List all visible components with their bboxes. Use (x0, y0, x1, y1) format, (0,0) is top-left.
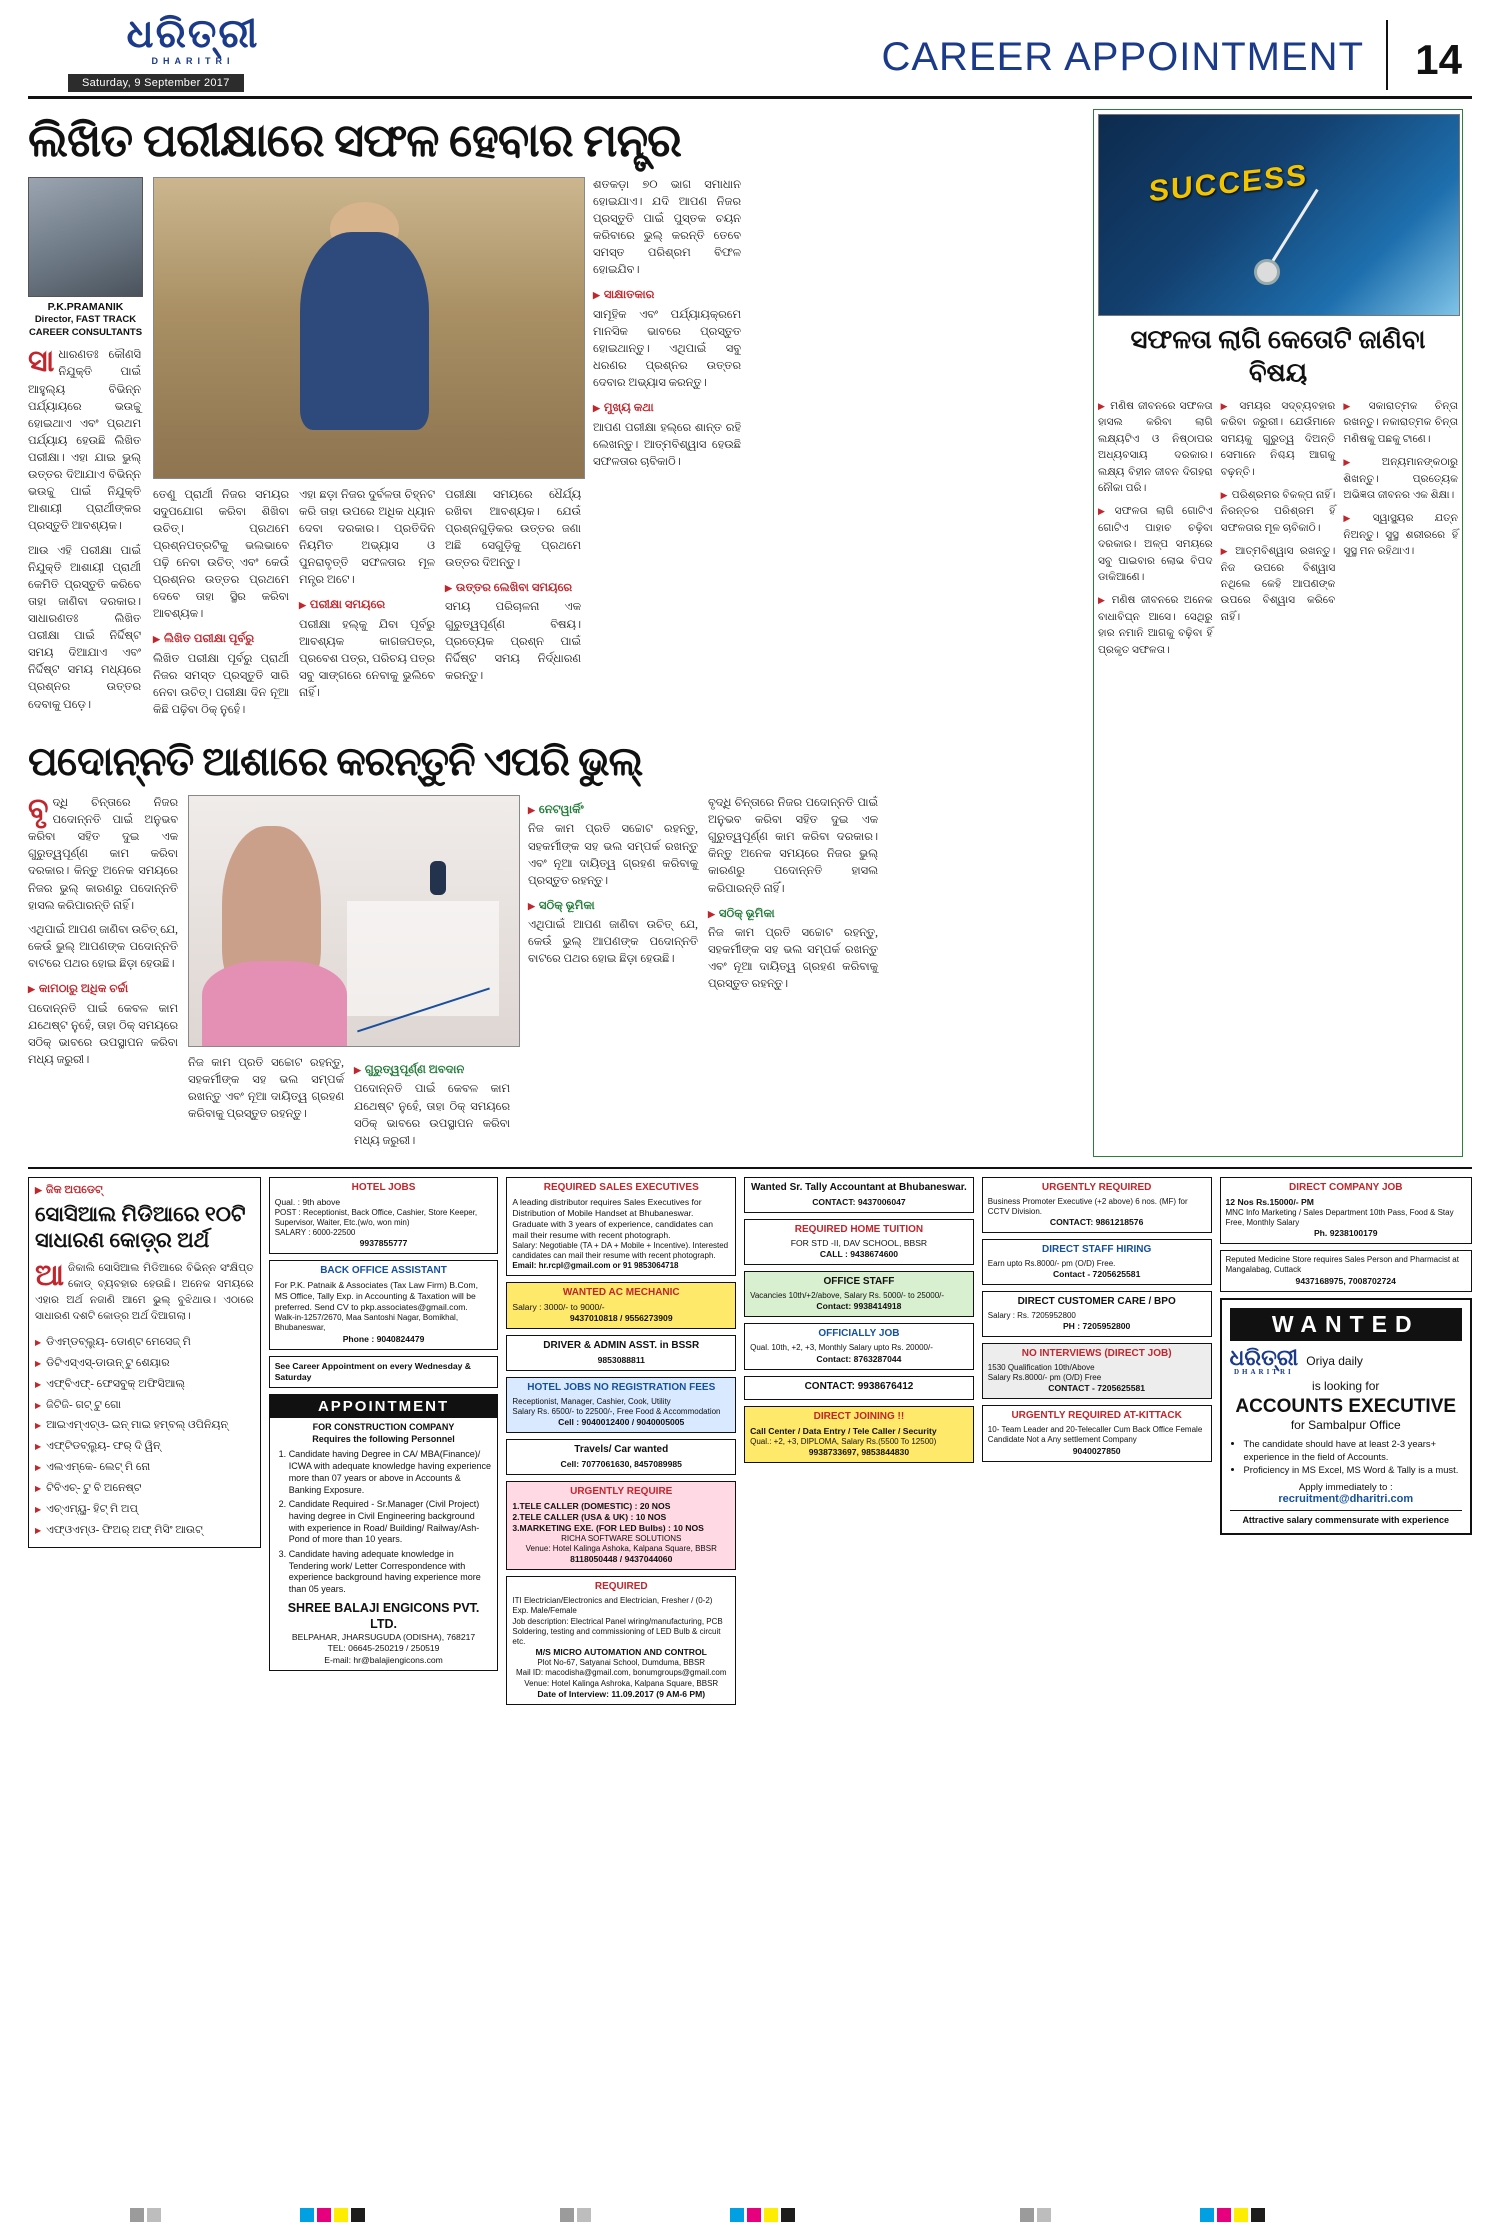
color-swatch (577, 2208, 591, 2222)
classifieds-section (28, 1167, 1472, 1711)
sidebar-columns (1098, 399, 1458, 666)
color-swatch (147, 2208, 161, 2222)
ad-line: Salary Rs.8000/- pm (O/D) Free (987, 1373, 1102, 1383)
article2-col3-p1c: ନିଜ କାମ ପ୍ରତି ସଚ୍ଚୋଟ ରହନ୍ତୁ, ସହକର୍ମୀଙ୍କ ସହ ଭଲ ସମ୍ପର୍କ ରଖନ୍ତୁ ଏବଂ ନୂଆ ଦାୟିତ୍ୱ ଗ୍ରହଣ କରିବାକୁ ପ୍ରସ୍ତୁତ ରହନ୍ତୁ। (528, 823, 698, 887)
classified-column-1 (28, 1177, 261, 1711)
ad-title: URGENTLY REQUIRE (570, 1486, 673, 1497)
ad-title: DIRECT CUSTOMER CARE / BPO (1017, 1296, 1176, 1308)
article1-col1-p4: ଏହା ଛଡ଼ା ନିଜର ଦୁର୍ବଳତା ଚିହ୍ନଟ କରି ତାହା ଉପରେ ଅଧିକ ଧ୍ୟାନ ଦେବା ଦରକାର। ପ୍ରତିଦିନ ନିୟମିତ ଅଭ୍ୟାସ ଓ ପୁନରାବୃତ୍ତି ସଫଳତାର ମୂଳ ମନ୍ତ୍ର ଅଟେ। (299, 488, 435, 587)
ad-title: NO INTERVIEWS (DIRECT JOB) (1021, 1348, 1172, 1360)
ad-officially-job[interactable] (744, 1323, 974, 1369)
list-item: 2. Candidate Required - Sr.Manager (Civil Project) having degree in Civil Engineering background with experience in Road/ Building/ Railway/Ash-Pond of more than 10 years. (289, 1499, 493, 1546)
ad-address: Plot No-67, Satyanai School, Dumduma, BBSR (537, 1658, 706, 1668)
ad-ac-mechanic[interactable] (506, 1282, 736, 1329)
wanted-bullets (1230, 1437, 1462, 1476)
article2-sub4: ▶ ସଠିକ୍ ଭୂମିକା (528, 897, 698, 914)
article2-col1 (28, 795, 178, 1076)
ad-address: BELPAHAR, JHARSUGUDA (ODISHA), 768217 (291, 1632, 476, 1643)
article1-photo-block (153, 177, 583, 727)
main-content (28, 109, 1083, 1157)
classified-column-2 (269, 1177, 499, 1711)
sidebar-c2-p3: ▶ ଆତ୍ମବିଶ୍ୱାସ ରଖନ୍ତୁ। ନିଜ ଉପରେ ବିଶ୍ୱାସ ନଥିଲେ କେହି ଆପଣଙ୍କ ଉପରେ ବିଶ୍ୱାସ କରିବେ ନାହିଁ। (1221, 544, 1336, 626)
photo-person-clothing (202, 961, 347, 1046)
ad-contact[interactable]: Phone : 9040824479 (342, 1333, 425, 1344)
article1-sub1: ▶ ଲିଖିତ ପରୀକ୍ଷା ପୂର୍ବରୁ (153, 630, 289, 647)
section-title: CAREER APPOINTMENT (881, 35, 1364, 79)
article1-col4-p1: ପରୀକ୍ଷା ସମୟରେ ଧୈର୍ଯ୍ୟ ରଖିବା ଆବଶ୍ୟକ। ଯେଉଁ ପ୍ରଶ୍ନଗୁଡ଼ିକର ଉତ୍ତର ଜଣା ଅଛି ସେଗୁଡ଼ିକୁ ପ୍ରଥମେ ଉତ୍ତର ଦିଅନ୍ତୁ। (445, 488, 581, 569)
ad-urgently-required-kitkat[interactable] (982, 1405, 1212, 1461)
sidebar-c3-p1: ▶ ସକାରାତ୍ମକ ଚିନ୍ତା ରଖନ୍ତୁ। ନକାରାତ୍ମକ ଚିନ୍ତା ମଣିଷକୁ ପଛକୁ ଟାଣେ। (1343, 399, 1458, 448)
article2-media (28, 795, 1083, 1157)
list-item: ▶ ଆଇଏମ୍‌ଏଚ୍‌ଓ- ଇନ୍ ମାଇ ହମ୍ବଲ୍ ଓପିନିୟନ୍ (35, 1415, 254, 1436)
color-swatch (317, 2208, 331, 2222)
ad-line: 10- Team Leader and 20-Telecaller Cum Back Office Female Candidate Not a Any settlement Company (987, 1425, 1203, 1445)
issue-date: Saturday, 9 September 2017 (68, 74, 244, 92)
ad-title: DIRECT STAFF HIRING (1042, 1244, 1152, 1256)
article1-col3-p1: ଲିଖିତ ପରୀକ୍ଷା ପୂର୍ବରୁ ପ୍ରାର୍ଥୀ ନିଜର ସମସ୍ତ ପ୍ରସ୍ତୁତି ସାରି ନେବା ଉଚିତ୍। ପରୀକ୍ଷା ଦିନ ନୂଆ କିଛି ପଢ଼ିବା ଠିକ୍ ନୁହେଁ। (153, 652, 289, 717)
article2-sub4b: ▶ ସଠିକ୍ ଭୂମିକା (708, 905, 878, 922)
wanted-email[interactable]: recruitment@dharitri.com (1278, 1493, 1414, 1506)
color-swatch (1200, 2208, 1214, 2222)
ad-line: SALARY : 6000-22500 (274, 1228, 356, 1238)
ad-home-tuition[interactable] (744, 1219, 974, 1266)
ad-line: Call Center / Data Entry / Tele Caller / Security (750, 1426, 937, 1437)
article2-col1-p1: ବୃଦ୍ଧି ଚିନ୍ତାରେ ନିଜର ପଦୋନ୍ନତି ପାଇଁ ଅନୁଭବ କରିବା ସହିତ ଦୁଇ ଏକ ଗୁରୁତ୍ୱପୂର୍ଣ୍ଣ କାମ କରିବା ଦରକାର। କିନ୍ତୁ ଅନେକ ସମୟରେ ନିଜର ଭୁଲ୍ କାରଣରୁ ପଦୋନ୍ନତି ହାସଲ କରିପାରନ୍ତି ନାହିଁ। (28, 793, 178, 912)
list-item: ▶ ଟିବିଏଚ୍- ଟୁ ବି ଅନେଷ୍ଟ (35, 1478, 254, 1499)
ad-contact[interactable]: 9937855777 (359, 1238, 408, 1249)
sidebar-c1-p3: ▶ ମଣିଷ ଜୀବନରେ ଅନେକ ବାଧାବିଘ୍ନ ଆସେ। ସେଥିରୁ ହାର ନମାନି ଆଗକୁ ବଢ଼ିବା ହିଁ ପ୍ରକୃତ ସଫଳତା। (1098, 593, 1213, 659)
ad-title: DRIVER & ADMIN ASST. in BSSR (543, 1340, 700, 1352)
ad-line: MNC Info Marketing / Sales Department 10th Pass, Food & Stay Free, Monthly Salary (1225, 1207, 1454, 1227)
ad-subtitle: FOR CONSTRUCTION COMPANY (312, 1422, 455, 1433)
portrait-photo (28, 177, 143, 297)
ad-requires: Requires the following Personnel (312, 1433, 455, 1444)
ad-line: Salary Rs. 6500/- to 22500/-, Free Food & Accommodation (512, 1406, 721, 1416)
ad-tele-caller[interactable] (506, 1481, 736, 1570)
sidebar-c2-p2: ▶ ପରିଶ୍ରମର ବିକଳ୍ପ ନାହିଁ। ନିରନ୍ତର ପରିଶ୍ରମ ହିଁ ସଫଳତାର ମୂଳ ଚାବିକାଠି। (1221, 488, 1336, 537)
ad-contact[interactable]: 9853088811 (597, 1354, 645, 1365)
article2-sub2: ▶ ଗୁରୁତ୍ୱପୂର୍ଣ୍ଣ ଅବଦାନ (354, 1061, 510, 1078)
ad-line: Salary : 3000/- to 9000/- (512, 1302, 605, 1313)
ad-line: Qual. 10th, +2, +3, Monthly Salary upto Rs. 20000/- (750, 1343, 933, 1353)
list-item: ▶ ଡିଟିଏସ୍‌ଏସ୍-ଡାଉନ୍ ଟୁ ଶେୟାର (35, 1353, 254, 1374)
article2-col3-p1: ନିଜ କାମ ପ୍ରତି ସଚ୍ଚୋଟ ରହନ୍ତୁ, ସହକର୍ମୀଙ୍କ ସହ ଭଲ ସମ୍ପର୍କ ରଖନ୍ତୁ ଏବଂ ନୂଆ ଦାୟିତ୍ୱ ଗ୍ରହଣ କରିବାକୁ ପ୍ରସ୍ତୁତ ରହନ୍ତୁ। (188, 1057, 344, 1121)
gauge-hub-icon (1254, 259, 1280, 285)
ad-title[interactable]: CONTACT: 9938676412 (804, 1380, 914, 1392)
article2-col2-p1: ପଦୋନ୍ନତି ପାଇଁ କେବଳ କାମ ଯଥେଷ୍ଟ ନୁହେଁ, ତାହା ଠିକ୍ ସମୟରେ ସଠିକ୍ ଭାବରେ ଉପସ୍ଥାପନ କରିବା ମଧ୍ୟ ଜରୁରୀ। (28, 1002, 178, 1066)
ad-line: Vacancies 10th/+2/above, Salary Rs. 5000/- to 25000/- (750, 1291, 945, 1301)
article1-col1-p1: ସାଧାରଣତଃ କୌଣସି ନିଯୁକ୍ତି ପାଇଁ ଆହୁଲ୍ୟ ବିଭିନ୍ନ ପର୍ଯ୍ୟାୟରେ ଭଉଚ୍ଚୁ ହୋଇଥାଏ ଏବଂ ପ୍ରଥମ ପର୍ଯ୍ୟାୟ ହେଉଛି ଲିଖିତ ପରୀକ୍ଷା। ଏହା ଯାଇ ଭୁଲ୍ ଉତ୍ତର ଦିଆଯାଏ ବିଭିନ୍ନ ଭଉଚ୍ଚୁ ପାଇଁ ନିଯୁକ୍ତି ଆଶାୟୀ ପ୍ରାର୍ଥୀଙ୍କର ପ୍ରସ୍ତୁତି ଆବଶ୍ୟକ। (28, 345, 141, 533)
list-item: 2.TELE CALLER (USA & UK) : 10 NOS (512, 1511, 667, 1522)
ad-contact[interactable]: 8118050448 / 9437044060 (570, 1554, 673, 1565)
ad-line: 1530 Qualification 10th/Above (987, 1362, 1095, 1372)
wanted-sub: for Sambalpur Office (1290, 1417, 1401, 1432)
article2-photo-block (188, 795, 518, 1157)
color-swatch (1217, 2208, 1231, 2222)
ad-date: Date of Interview: 11.09.2017 (9 AM-6 PM) (537, 1688, 706, 1699)
color-swatch (300, 2208, 314, 2222)
sidebar-c2-p1: ▶ ସମୟର ସଦ୍ବ୍ୟବହାର କରିବା ଜରୁରୀ। ଯେଉଁମାନେ ସମୟକୁ ଗୁରୁତ୍ୱ ଦିଅନ୍ତି ସେମାନେ ନିଶ୍ଚୟ ଆଗକୁ ବଢ଼ନ୍ତି। (1221, 399, 1336, 481)
article1-col1-p2: ଆଉ ଏହି ପରୀକ୍ଷା ପାଇଁ ନିଯୁକ୍ତି ଆଶାୟୀ ପ୍ରାର୍ଥୀ କେମିତି ପ୍ରସ୍ତୁତି କରିବେ ତାହା ଜାଣିବା ଦରକାର। ସାଧାରଣତଃ ଲିଖିତ ପରୀକ୍ଷା ପାଇଁ ନିର୍ଦ୍ଦିଷ୍ଟ ସମୟ ଦିଆଯାଏ ଏବଂ ନିର୍ଦ୍ଦିଷ୍ଟ ସମୟ ମଧ୍ୟରେ ପ୍ରଶ୍ନର ଉତ୍ତର ଦେବାକୁ ପଡ଼େ। (28, 544, 141, 711)
ad-back-office-assistant[interactable] (269, 1260, 499, 1349)
article1-lower-cols (153, 487, 583, 727)
color-swatch (1020, 2208, 1034, 2222)
ad-title: HOTEL JOBS NO REGISTRATION FEES (527, 1381, 716, 1393)
article1-col5-p2: ଆପଣ ପରୀକ୍ଷା ହଲ୍‌ରେ ଶାନ୍ତ ରହି ଲେଖନ୍ତୁ। ଆତ୍ମବିଶ୍ୱାସ ହେଉଛି ସଫଳତାର ଚାବିକାଠି। (593, 421, 741, 468)
color-swatch (560, 2208, 574, 2222)
ad-line: Job description: Electrical Panel wiring/manufacturing, PCB Soldering, testing and commissioning of LED Bulb & circuit etc. (512, 1616, 723, 1646)
color-swatch (1234, 2208, 1248, 2222)
ad-company: M/S MICRO AUTOMATION AND CONTROL (535, 1647, 707, 1658)
article2-col1-p2b: ଏଥିପାଇଁ ଆପଣ ଜାଣିବା ଉଚିତ୍ ଯେ, କେଉଁ ଭୁଲ୍ ଆପଣଙ୍କ ପଦୋନ୍ନତି ବାଟରେ ପଥର ହୋଇ ଛିଡ଼ା ହେଉଛି। (528, 919, 698, 966)
social-media-box (28, 1177, 261, 1548)
portrait-name: P.K.PRAMANIK (47, 300, 124, 313)
social-box-headline: ସୋସିଆଲ ମିଡିଆରେ ୧୦ଟି ସାଧାରଣ କୋଡ଼୍ର ଅର୍ଥ (35, 1201, 246, 1253)
article2-photo (188, 795, 520, 1047)
ad-contact[interactable]: Contact: 8763287044 (816, 1353, 902, 1364)
color-swatch (130, 2208, 144, 2222)
sidebar-c3-p3: ▶ ସ୍ୱାସ୍ଥ୍ୟର ଯତ୍ନ ନିଅନ୍ତୁ। ସୁସ୍ଥ ଶରୀରରେ ହିଁ ସୁସ୍ଥ ମନ ରହିଥାଏ। (1343, 511, 1458, 560)
color-swatch (334, 2208, 348, 2222)
ad-line: Business Promoter Executive (+2 above) 6 nos. (MF) for CCTV Division. (987, 1196, 1188, 1216)
gauge-needle-icon (1265, 189, 1318, 272)
ad-contact-bpo[interactable] (744, 1376, 974, 1401)
ad-hotel-jobs-registration[interactable] (506, 1377, 736, 1433)
ad-retail-store[interactable] (1220, 1250, 1472, 1291)
sidebar-col-1 (1098, 399, 1213, 666)
portrait-role: Director, FAST TRACK (34, 313, 137, 325)
article2-col3-p1d: ନିଜ କାମ ପ୍ରତି ସଚ୍ଚୋଟ ରହନ୍ତୁ, ସହକର୍ମୀଙ୍କ ସହ ଭଲ ସମ୍ପର୍କ ରଖନ୍ତୁ ଏବଂ ନୂଆ ଦାୟିତ୍ୱ ଗ୍ରହଣ କରିବାକୁ ପ୍ରସ୍ତୁତ ରହନ୍ତୁ। (708, 927, 878, 991)
social-box-tag: ▶ ଜିକ ଅପଡେଟ୍ (35, 1184, 254, 1197)
article2-col1-p1b: ବୃଦ୍ଧି ଚିନ୍ତାରେ ନିଜର ପଦୋନ୍ନତି ପାଇଁ ଅନୁଭବ କରିବା ସହିତ ଦୁଇ ଏକ ଗୁରୁତ୍ୱପୂର୍ଣ୍ଣ କାମ କରିବା ଦରକାର। କିନ୍ତୁ ଅନେକ ସମୟରେ ନିଜର ଭୁଲ୍ କାରଣରୁ ପଦୋନ୍ନତି ହାସଲ କରିପାରନ୍ତି ନାହିଁ। (708, 797, 878, 895)
ad-contact[interactable]: 9437010818 / 9556273909 (569, 1313, 673, 1324)
color-swatch (781, 2208, 795, 2222)
wanted-logo (1229, 1344, 1299, 1376)
ad-title: WANTED AC MECHANIC (562, 1287, 680, 1299)
ad-body: A leading distributor requires Sales Executives for Distribution of Mobile Handset at Bhubaneswar. Graduate with 3 years of experience, candidates can mail their resume with recent photograph. (512, 1196, 714, 1240)
ad-contact[interactable]: CONTACT - 7205625581 (1048, 1383, 1146, 1394)
list-item: ▶ ଏଲଏମ୍‌କେ- ଲେଟ୍ ମି ନୋ (35, 1457, 254, 1478)
ad-hotel-jobs[interactable] (269, 1177, 499, 1255)
article1-sub5: ▶ ମୁଖ୍ୟ କଥା (593, 399, 741, 416)
logo-text: ଧରିତ୍ରୀ (126, 11, 260, 56)
ad-line: Venue: Hotel Kalinga Ashoka, Kalpana Square, BBSR (525, 1544, 717, 1554)
color-registration-bar (0, 2200, 1500, 2226)
ad-contact[interactable]: 9437168975, 7008702724 (1295, 1275, 1396, 1286)
article2-col5 (708, 795, 878, 1000)
article1-media (28, 177, 1083, 727)
list-item: ▶ ଏଫ୍‌ଓଏମ୍‌ଓ- ଫିଅର୍ ଅଫ୍ ମିସିଂ ଆଉଟ୍ (35, 1520, 254, 1541)
classified-column-3 (506, 1177, 736, 1711)
ad-contact[interactable]: Contact - 7205625581 (1052, 1269, 1141, 1280)
ad-contact[interactable]: PH : 7205952800 (1062, 1321, 1131, 1332)
article2-col2-p1b: ପଦୋନ୍ନତି ପାଇଁ କେବଳ କାମ ଯଥେଷ୍ଟ ନୁହେଁ, ତାହା ଠିକ୍ ସମୟରେ ସଠିକ୍ ଭାବରେ ଉପସ୍ଥାପନ କରିବା ମଧ୍ୟ ଜରୁରୀ। (354, 1083, 510, 1147)
classified-column-6 (1220, 1177, 1472, 1711)
wanted-line2: is looking for (1312, 1378, 1380, 1393)
list-item: ▶ ଏଫ୍‌ବିଏଫ୍- ଫେସବୁକ୍ ଅଫିସିଆଲ୍ (35, 1374, 254, 1395)
ad-line: Walk-in-1257/2670, Maa Santoshi Nagar, Bomikhal, Bhubaneswar, (274, 1313, 459, 1333)
photo-chart (347, 901, 499, 1016)
ad-driver-admin[interactable] (506, 1335, 736, 1371)
ad-line: Receptionist, Manager, Cashier, Cook, Utility (512, 1396, 671, 1406)
publication-logo (88, 11, 298, 66)
article2-lower-cols (188, 1055, 518, 1157)
ad-title: DIRECT JOINING !! (813, 1411, 905, 1423)
color-swatch (730, 2208, 744, 2222)
sidebar-col-2 (1221, 399, 1336, 666)
ad-direct-staff-hiring[interactable] (982, 1239, 1212, 1285)
wanted-role: ACCOUNTS EXECUTIVE (1235, 1395, 1457, 1417)
wanted-title: WANTED (1230, 1308, 1462, 1341)
ad-iti-electrician[interactable] (506, 1576, 736, 1705)
article1-col5-p1: ସାମୂହିକ ଏବଂ ପର୍ଯ୍ୟାୟକ୍ରମେ ମାନସିକ ଭାବରେ ପ୍ରସ୍ତୁତ ହୋଇଥାନ୍ତୁ। ଏଥିପାଇଁ ସବୁ ଧରଣର ପ୍ରଶ୍ନର ଉତ୍ତର ଦେବାର ଅଭ୍ୟାସ କରନ୍ତୁ। (593, 308, 741, 389)
list-item: • The candidate should have at least 2-3 years+ experience in the field of Accounts. (1244, 1437, 1462, 1463)
color-swatch (1251, 2208, 1265, 2222)
sidebar-c3-p2: ▶ ଅନ୍ୟମାନଙ୍କଠାରୁ ଶିଖନ୍ତୁ। ପ୍ରତ୍ୟେକ ଅଭିଜ୍ଞତା ଜୀବନର ଏକ ଶିକ୍ଷା। (1343, 455, 1458, 504)
ad-body: For P.K. Patnaik & Associates (Tax Law Firm) B.Com, MS Office, Tally Exp. in Accounting & Taxation will be preferred. Send CV to pkp.associates@gmail.com. (274, 1280, 478, 1313)
ad-contact[interactable]: Email: hr.rcpl@gmail.com or 91 9853064718 (512, 1261, 679, 1271)
classified-column-5 (982, 1177, 1212, 1711)
success-word: SUCCESS (1149, 158, 1309, 209)
ad-contact[interactable]: Cell: 7077061630, 8457089985 (560, 1459, 682, 1469)
sidebar-title: ସଫଳତା ଲାଗି କେତୋଟି ଜାଣିବା ବିଷୟ (1130, 325, 1426, 387)
ad-line: Qual.: +2, +3, DIPLOMA, Salary Rs.(5500 To 12500) (750, 1437, 937, 1447)
article2-col1-p2: ଏଥିପାଇଁ ଆପଣ ଜାଣିବା ଉଚିତ୍ ଯେ, କେଉଁ ଭୁଲ୍ ଆପଣଙ୍କ ପଦୋନ୍ନତି ବାଟରେ ପଥର ହୋଇ ଛିଡ଼ା ହେଉଛି। (28, 923, 178, 970)
divider (1386, 20, 1388, 90)
ad-contact[interactable]: Contact: 9938414918 (816, 1301, 902, 1312)
page-number: 14 (1415, 36, 1462, 83)
ad-title: REQUIRED (594, 1581, 648, 1593)
list-item: ▶ ଏଚ୍‌ଏମ୍‌ୟୁ- ହିଟ୍ ମି ଅପ୍ (35, 1499, 254, 1520)
list-item: 1. Candidate having Degree in CA/ MBA(Finance)/ ICWA with adequate knowledge having experience more than 07 years or above in Accounts & Banking Exposure. (289, 1449, 493, 1496)
list-item: • Proficiency in MS Excel, MS Word & Tally is a must. (1244, 1463, 1462, 1476)
ad-contact[interactable]: Ph. 9238100179 (1313, 1228, 1378, 1239)
ad-line: Salary: Negotiable (TA + DA + Mobile + Incentive). Interested candidates can mail their resume with recent photograph. (512, 1240, 729, 1260)
ad-line: RICHA SOFTWARE SOLUTIONS (561, 1533, 682, 1543)
ad-title: OFFICIALLY JOB (818, 1328, 900, 1340)
color-swatch (1037, 2208, 1051, 2222)
ad-title: REQUIRED SALES EXECUTIVES (543, 1181, 699, 1193)
article1-col5 (593, 177, 741, 478)
ad-contact[interactable]: CONTACT: 9861218576 (1049, 1217, 1144, 1228)
ad-contact[interactable]: CONTACT: 9437006047 (812, 1196, 906, 1207)
ad-appointment-construction[interactable] (269, 1394, 499, 1671)
ad-title: URGENTLY REQUIRED AT-KITTACK (1011, 1410, 1182, 1422)
wanted-logo-sub: DHARITRI (1233, 1367, 1294, 1376)
ad-wanted-accounts-executive[interactable] (1220, 1298, 1472, 1535)
wanted-footer: Attractive salary commensurate with experience (1230, 1510, 1462, 1525)
ad-title: OFFICE STAFF (823, 1276, 895, 1288)
author-portrait (28, 177, 143, 721)
article2-col4 (528, 795, 698, 976)
article1-sub3: ▶ ଉତ୍ତର ଲେଖିବା ସମୟରେ (445, 579, 581, 596)
article2-headline: ପଦୋନ୍ନତି ଆଶାରେ କରନ୍ତୁନି ଏପରି ଭୁଲ୍ (28, 739, 643, 785)
ad-customer-care-bpo[interactable] (982, 1291, 1212, 1337)
ad-title: REQUIRED HOME TUITION (794, 1223, 924, 1235)
ad-tel[interactable]: TEL: 06645-250219 / 250519 (327, 1643, 440, 1654)
wanted-line1: Oriya daily (1306, 1354, 1363, 1369)
list-item: ▶ ଏଫ୍‌ଟିଡବ୍ଲ୍ୟୁ- ଫର୍ ଦି ୱିନ୍ (35, 1436, 254, 1457)
article1-sub4: ▶ ସାକ୍ଷାତକାର (593, 286, 741, 303)
classified-column-4 (744, 1177, 974, 1711)
color-swatch (764, 2208, 778, 2222)
article1-col3-p2: ପରୀକ୍ଷା ହଲ୍‌କୁ ଯିବା ପୂର୍ବରୁ ଆବଶ୍ୟକ କାଗଜପତ୍ର, ପ୍ରବେଶ ପତ୍ର, ପରିଚୟ ପତ୍ର ସବୁ ସାଙ୍ଗରେ ନେବାକୁ ଭୁଲିବେ ନାହିଁ। (299, 618, 435, 699)
list-item: 3.MARKETING EXE. (FOR LED Bulbs) : 10 NOS (512, 1522, 704, 1533)
ad-requirements (275, 1449, 493, 1595)
color-swatch (747, 2208, 761, 2222)
wanted-apply-label: Apply immediately to : (1298, 1482, 1393, 1494)
ad-career-appointment-note (269, 1356, 499, 1388)
ad-title: BACK OFFICE ASSISTANT (320, 1265, 447, 1277)
ad-no-interviews[interactable] (982, 1343, 1212, 1399)
ad-line: Qual. : 9th above (274, 1196, 341, 1207)
social-box-intro: ଆଜିକାଲି ସୋସିଆଲ ମିଡିଆରେ ବିଭିନ୍ନ ସଂକ୍ଷିପ୍ତ କୋଡ୍ ବ୍ୟବହାର ହେଉଛି। ଅନେକ ସମୟରେ ଏହାର ଅର୍ଥ ନଜାଣି ଆମେ ଭୁଲ୍ ବୁଝିଥାଉ। ଏଠାରେ ସାଧାରଣ ଦଶଟି କୋଡ୍‌ର ଅର୍ଥ ଦିଆଗଲା। (35, 1259, 254, 1323)
article1-sub2: ▶ ପରୀକ୍ଷା ସମୟରେ (299, 596, 435, 613)
color-swatch (351, 2208, 365, 2222)
ad-title: Reputed Medicine Store requires Sales Person and Pharmacist at Mangalabag, Cuttack (1225, 1255, 1459, 1275)
ad-contact[interactable]: 9040027850 (1072, 1445, 1121, 1456)
list-item: ▶ ଜିଟିଜି- ଗଟ୍ ଟୁ ଗୋ (35, 1395, 254, 1416)
ad-sr-tally-accountant[interactable] (744, 1177, 974, 1213)
ad-business-promoter[interactable] (982, 1177, 1212, 1233)
list-item: ▶ ଡିଏମ୍‌ଡବ୍ଲ୍ୟୁ- ଡୋଣ୍ଟ ମେସେଜ୍ ମି (35, 1332, 254, 1353)
article2-sub3: ▶ ନେଟୱାର୍କିଂ (528, 801, 698, 818)
social-code-list (35, 1332, 254, 1541)
article1-photo (153, 177, 585, 479)
ad-office-staff[interactable] (744, 1271, 974, 1317)
article1-col1-p3: ତେଣୁ ପ୍ରାର୍ଥୀ ନିଜର ସମୟର ସଦୁପଯୋଗ କରିବା ଶିଖିବା ଉଚିତ୍। ପ୍ରଥମେ ପ୍ରଶ୍ନପତ୍ରଟିକୁ ଭଲଭାବେ ପଢ଼ି ନେବା ଉଚିତ୍ ଏବଂ କେଉଁ ପ୍ରଶ୍ନର ଉତ୍ତର ପ୍ରଥମେ ଦେବେ ତାହା ସ୍ଥିର କରିବା ଆବଶ୍ୟକ। (153, 488, 289, 621)
ad-title: APPOINTMENT (270, 1395, 498, 1419)
article1-col4-p2: ସମୟ ପରିଚାଳନା ଏକ ଗୁରୁତ୍ୱପୂର୍ଣ୍ଣ ବିଷୟ। ପ୍ରତ୍ୟେକ ପ୍ରଶ୍ନ ପାଇଁ ନିର୍ଦ୍ଦିଷ୍ଟ ସମୟ ନିର୍ଦ୍ଧାରଣ କରନ୍ତୁ। (445, 601, 581, 682)
ad-contact[interactable]: 9938733697, 9853844830 (808, 1447, 910, 1458)
logo-subtext: DHARITRI (151, 56, 235, 66)
ad-line: Salary : Rs. 7205952800 (987, 1310, 1076, 1320)
list-item: 1.TELE CALLER (DOMESTIC) : 20 NOS (512, 1500, 671, 1511)
ad-company: SHREE BALAJI ENGICONS PVT. LTD. (287, 1600, 480, 1631)
sidebar-col-3 (1343, 399, 1458, 666)
masthead (28, 0, 1472, 99)
ad-title: DIRECT COMPANY JOB (1288, 1181, 1403, 1193)
ad-title: HOTEL JOBS (351, 1181, 416, 1193)
ad-line: Earn upto Rs.8000/- pm (O/D) Free. (987, 1258, 1116, 1268)
sidebar-success-article (1093, 109, 1463, 1157)
ad-title: Travels/ Car wanted (574, 1444, 669, 1456)
ad-sales-executives[interactable] (506, 1177, 736, 1277)
ad-direct-company-job[interactable] (1220, 1177, 1472, 1244)
ad-email[interactable]: E-mail: hr@balajiengicons.com (324, 1654, 443, 1665)
article1-col2-p1: ଶତକଡ଼ା ୭୦ ଭାଗ ସମାଧାନ ହୋଇଯାଏ। ଯଦି ଆପଣ ନିଜର ପ୍ରସ୍ତୁତି ପାଇଁ ପୁସ୍ତକ ଚୟନ କରିବାରେ ଭୁଲ୍ କରନ୍ତି ତେବେ ସମସ୍ତ ପରିଶ୍ରମ ବିଫଳ ହୋଇଯିବ। (593, 178, 741, 277)
ad-direct-joining[interactable] (744, 1406, 974, 1463)
ad-title: URGENTLY REQUIRED (1041, 1181, 1152, 1193)
ad-line: 12 Nos Rs.15000/- PM (1225, 1196, 1314, 1207)
sidebar-c1-p1: ▶ ମଣିଷ ଜୀବନରେ ସଫଳତା ହାସଲ କରିବା ଲାଗି ଲକ୍ଷ୍ୟଟିଏ ଓ ନିଷ୍ଠାପର ଅଧ୍ୟବସାୟ ଦରକାର। ଲକ୍ଷ୍ୟ ବିହୀନ ଜୀବନ ଦିଗହରା ନୌକା ପରି। (1098, 399, 1213, 497)
ad-email[interactable]: Mail ID: macodisha@gmail.com, bonumgroups@gmail.com (515, 1668, 727, 1678)
sidebar-c1-p2: ▶ ସଫଳତା ଲାଗି ଗୋଟିଏ ଗୋଟିଏ ପାହାଚ ଚଢ଼ିବା ଦରକାର। ଅଳ୍ପ ସମୟରେ ସବୁ ପାଇବାର ଲୋଭ ବିପଦ ଡାକିଆଣେ। (1098, 504, 1213, 586)
ad-line: POST : Receptionist, Back Office, Cashier, Store Keeper, Supervisor, Waiter, Etc.(w/o, won min) (274, 1207, 478, 1227)
ad-title: See Career Appointment on every Wednesday & Saturday (274, 1360, 471, 1382)
wanted-logo-text: ଧରିତ୍ରୀ (1229, 1344, 1299, 1370)
list-item: 3. Candidate having adequate knowledge in Tendering work/ Letter Correspondence with experience background having experience more than 05 years. (289, 1549, 493, 1596)
ad-venue: Venue: Hotel Kalinga Ashroka, Kalpana Square, BBSR (524, 1678, 719, 1688)
article2-sub1: ▶ କାମଠାରୁ ଅଧିକ ଚର୍ଚ୍ଚା (28, 980, 178, 997)
sidebar-photo (1098, 114, 1460, 316)
ad-contact[interactable]: Cell : 9040012400 / 9040005005 (558, 1417, 685, 1428)
portrait-org: CAREER CONSULTANTS (28, 326, 143, 338)
ad-title: Wanted Sr. Tally Accountant at Bhubaneswar. (751, 1181, 967, 1193)
ad-contact[interactable]: CALL : 9438674600 (819, 1249, 899, 1260)
article1-headline: ଲିଖିତ ପରୀକ୍ଷାରେ ସଫଳ ହେବାର ମନ୍ତ୍ର (28, 115, 682, 166)
ad-travels-car[interactable] (506, 1439, 736, 1475)
page-body (28, 109, 1472, 1157)
ad-line: FOR STD -II, DAV SCHOOL, BBSR (790, 1238, 928, 1249)
photo-figure (430, 861, 446, 895)
ad-line: ITI Electrician/Electronics and Electrician, Fresher / (0-2) Exp. Male/Female (512, 1596, 713, 1616)
